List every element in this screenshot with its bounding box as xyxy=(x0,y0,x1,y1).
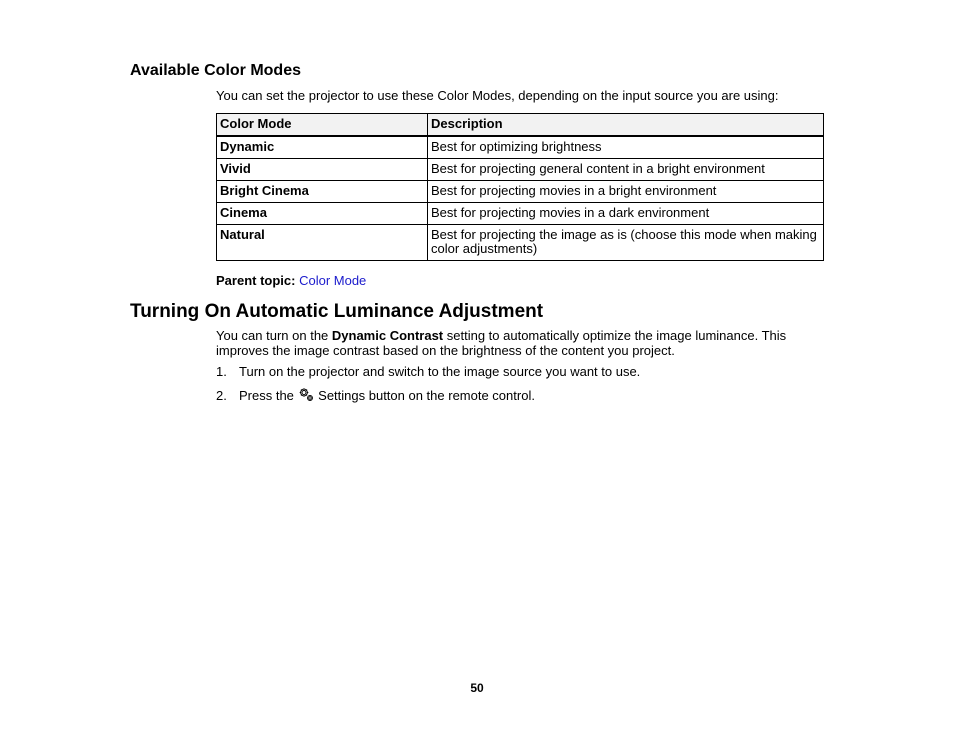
parent-topic-label: Parent topic: xyxy=(216,273,296,288)
parent-topic xyxy=(216,273,366,288)
table-header-row xyxy=(217,114,824,137)
page-number: 50 xyxy=(470,681,484,695)
step-text: Turn on the projector and switch to the image source you want to use. xyxy=(239,364,641,379)
table-row xyxy=(217,159,824,181)
table-row xyxy=(217,225,824,261)
section-heading-luminance: Turning On Automatic Luminance Adjustment xyxy=(130,301,544,322)
step-number: 1. xyxy=(216,364,227,379)
section-intro: You can set the projector to use these Color Modes, depending on the input source you are using: xyxy=(216,88,779,103)
paragraph-text-end: setting to automatically optimize the image luminance. This improves the image contrast based on the brightness of the content you project. xyxy=(216,328,787,358)
color-mode-cell: Dynamic xyxy=(217,136,428,159)
column-header-color-mode: Color Mode xyxy=(217,114,428,137)
color-mode-cell: Bright Cinema xyxy=(217,181,428,203)
table-row xyxy=(217,136,824,159)
step-text-start: Press the xyxy=(239,388,298,403)
color-mode-cell: Natural xyxy=(217,225,428,261)
column-header-description: Description xyxy=(428,114,824,137)
step-item xyxy=(216,364,640,379)
table-row xyxy=(217,203,824,225)
color-mode-cell: Cinema xyxy=(217,203,428,225)
step-item xyxy=(216,387,535,403)
description-cell: Best for projecting movies in a bright environment xyxy=(428,181,824,203)
description-cell: Best for projecting the image as is (choose this mode when making color adjustments) xyxy=(428,225,824,261)
section-paragraph xyxy=(216,328,816,358)
step-text-end: Settings button on the remote control. xyxy=(314,388,535,403)
description-cell: Best for projecting movies in a dark environment xyxy=(428,203,824,225)
paragraph-text-start: You can turn on the xyxy=(216,328,332,343)
section-heading-color-modes: Available Color Modes xyxy=(130,62,301,79)
parent-topic-link[interactable]: Color Mode xyxy=(299,273,367,288)
color-mode-cell: Vivid xyxy=(217,159,428,181)
description-cell: Best for optimizing brightness xyxy=(428,136,824,159)
dynamic-contrast-term: Dynamic Contrast xyxy=(331,328,444,343)
description-cell: Best for projecting general content in a bright environment xyxy=(428,159,824,181)
table-row xyxy=(217,181,824,203)
settings-icon xyxy=(298,387,315,401)
color-modes-table xyxy=(216,113,824,261)
step-number: 2. xyxy=(216,388,227,403)
